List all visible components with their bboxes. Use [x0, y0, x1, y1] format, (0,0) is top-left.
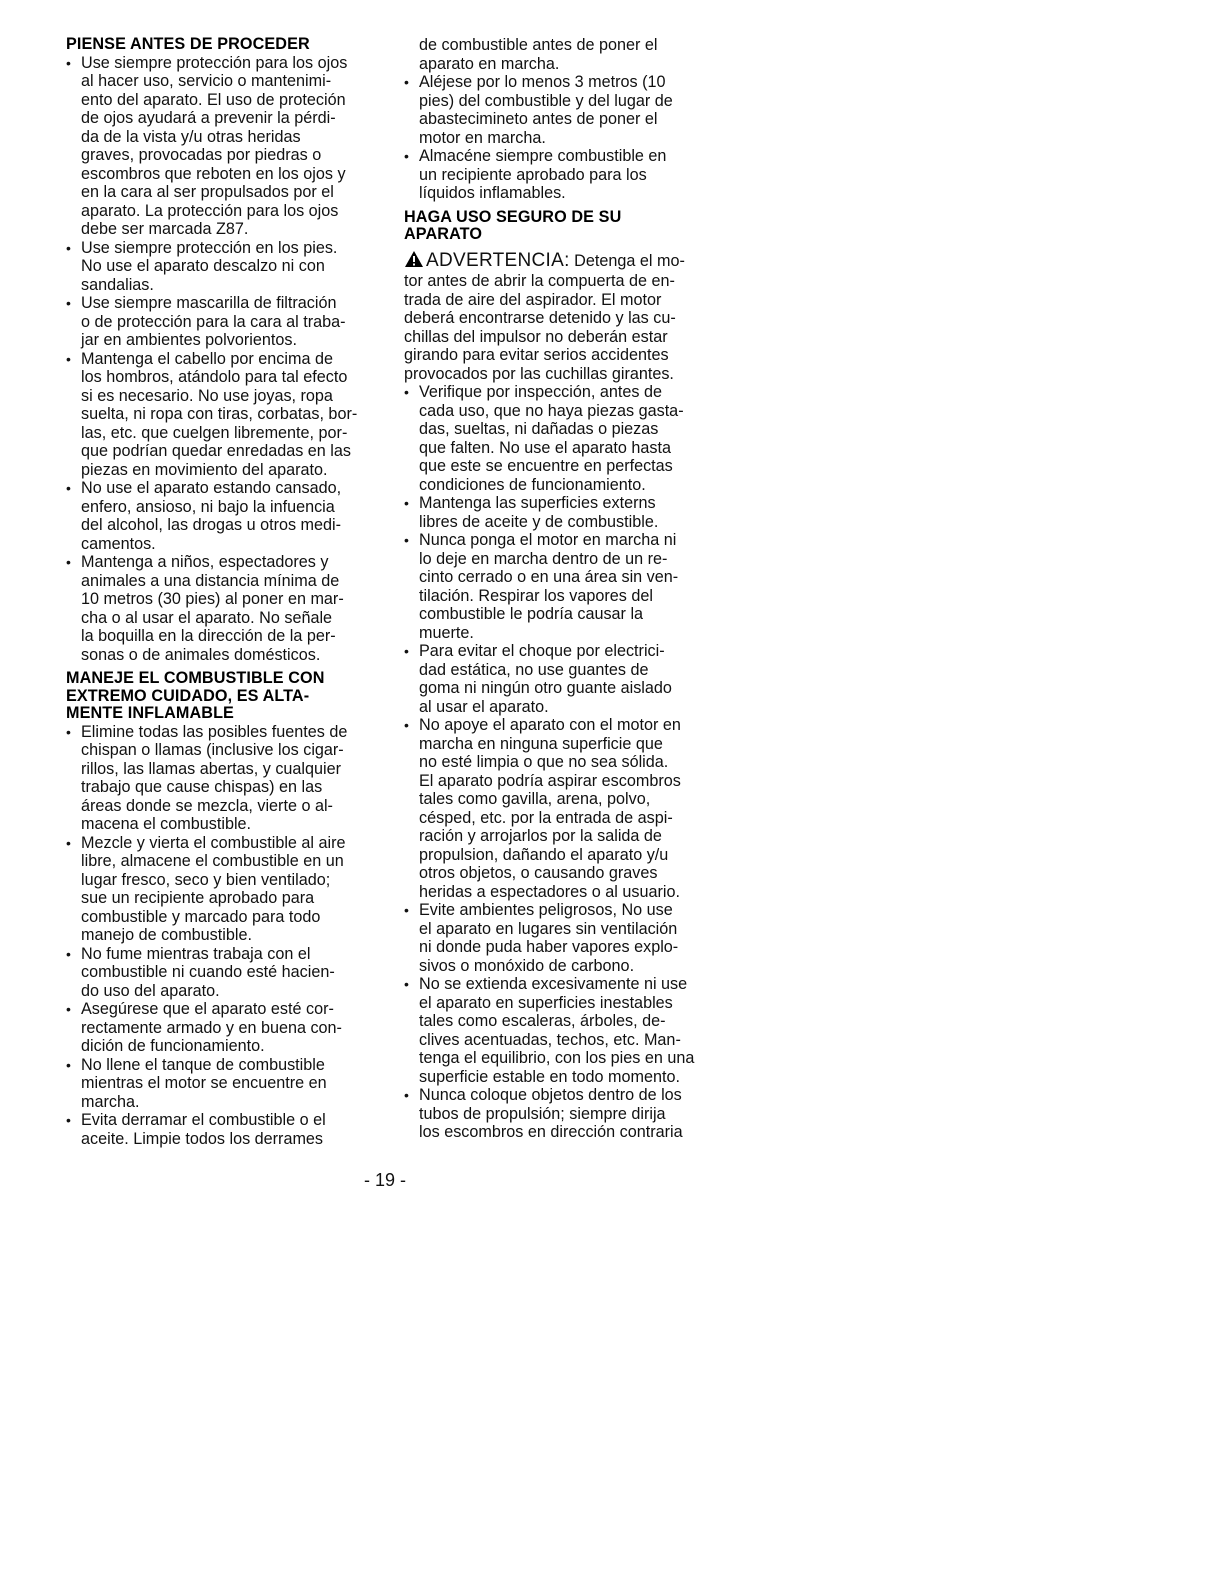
continuation-text: [404, 36, 722, 73]
text-line: enfero, ansioso, ni bajo la infuencia: [81, 497, 335, 516]
heading-line: HAGA USO SEGURO DE SU: [404, 207, 622, 226]
text-line: deberá encontrarse detenido y las cu-: [404, 309, 676, 327]
text-line: ni donde puda haber vapores explo-: [419, 938, 679, 956]
text-line: • Use siempre protección para los ojos: [81, 53, 348, 72]
bullet-item: [66, 350, 384, 480]
bullet-item: [404, 494, 722, 531]
bullet-item: [404, 901, 722, 975]
heading-line: MANEJE EL COMBUSTIBLE CON: [66, 669, 325, 687]
text-line: áreas donde se mezcla, vierte o al-: [81, 796, 333, 815]
text-line: condiciones de funcionamiento.: [419, 475, 646, 494]
bullet-item: [66, 553, 384, 664]
text-line: sivos o monóxido de carbono.: [419, 956, 635, 975]
text-line: sue un recipiente aprobado para: [81, 889, 315, 907]
bullet-item: [404, 147, 722, 203]
bullet-item: [66, 1056, 384, 1112]
list-maneje-cont: [404, 73, 722, 203]
text-line: da de la vista y/u otras heridas: [81, 127, 301, 146]
text-line: césped, etc. por la entrada de aspi-: [419, 808, 673, 827]
text-line: sandalias.: [81, 275, 154, 294]
text-line: en la cara al ser propulsados por el: [81, 183, 334, 201]
text-line: mientras el motor se encuentre en: [81, 1074, 327, 1092]
text-line: escombros que reboten en los ojos y: [81, 164, 346, 183]
text-line: • Para evitar el choque por electrici-: [419, 642, 665, 660]
text-line: 10 metros (30 pies) al poner en mar-: [81, 590, 344, 608]
text-line: graves, provocadas por piedras o: [81, 146, 322, 164]
text-line: propulsion, dañando el aparato y/u: [419, 845, 669, 864]
text-line: aceite. Limpie todos los derrames: [81, 1129, 324, 1148]
text-line: que este se encuentre en perfectas: [419, 457, 673, 475]
bullet-item: [66, 54, 384, 239]
text-line: de combustible antes de poner el: [419, 36, 658, 54]
bullet-item: [404, 975, 722, 1086]
bullet-item: [404, 383, 722, 494]
text-line: pies) del combustible y del lugar de: [419, 91, 673, 110]
text-line: aparato en marcha.: [419, 54, 560, 73]
left-column: [66, 36, 384, 1148]
text-line: • No apoye el aparato con el motor en: [419, 716, 681, 734]
text-line: no esté limpia o que no sea sólida.: [419, 753, 669, 771]
bullet-item: [404, 73, 722, 147]
heading-line: APARATO: [404, 225, 483, 243]
text-line: los hombros, atándolo para tal efecto: [81, 368, 348, 386]
bullet-item: [66, 945, 384, 1001]
text-line: abastecimineto antes de poner el: [419, 110, 658, 128]
text-line: manejo de combustible.: [81, 926, 252, 944]
bullet-item: [66, 834, 384, 945]
text-line: líquidos inflamables.: [419, 184, 566, 202]
text-line: macena el combustible.: [81, 815, 252, 833]
text-line: debe ser marcada Z87.: [81, 220, 249, 238]
text-line: • No llene el tanque de combustible: [81, 1055, 325, 1074]
text-line: tales como gavilla, arena, polvo,: [419, 790, 651, 808]
text-line: goma ni ningún otro guante aislado: [419, 679, 672, 697]
text-line: piezas en movimiento del aparato.: [81, 460, 328, 479]
text-line: • Use siempre protección en los pies.: [81, 238, 338, 257]
text-line: lo deje en marcha dentro de un re-: [419, 549, 668, 568]
bullet-item: [66, 1000, 384, 1056]
bullet-item: [404, 531, 722, 642]
text-line: las, etc. que cuelgen libremente, por-: [81, 423, 348, 442]
text-line: que falten. No use el aparato hasta: [419, 438, 671, 457]
bullet-item: [66, 723, 384, 834]
text-line: heridas a espectadores o al usuario.: [419, 882, 680, 901]
text-line: • Nunca coloque objetos dentro de los: [419, 1086, 682, 1104]
warning-lines: [404, 272, 722, 383]
text-line: que podrían quedar enredadas en las: [81, 442, 352, 460]
text-line: clives acentuadas, techos, etc. Man-: [419, 1030, 681, 1049]
warning-label: ADVERTENCIA:: [426, 249, 570, 271]
bullet-item: [66, 479, 384, 553]
text-line: girando para evitar serios accidentes: [404, 346, 669, 364]
text-line: el aparato en superficies inestables: [419, 993, 673, 1012]
heading-line: MENTE INFLAMABLE: [66, 704, 234, 722]
page-number: - 19 -: [364, 1170, 407, 1190]
text-line: • Use siempre mascarilla de filtración: [81, 294, 337, 312]
text-line: rillos, las llamas abertas, y cualquier: [81, 759, 342, 778]
text-line: No use el aparato descalzo ni con: [81, 257, 325, 275]
text-line: camentos.: [81, 534, 156, 553]
text-line: al usar el aparato.: [419, 697, 549, 716]
text-line: • Verifique por inspección, antes de: [419, 383, 662, 401]
bullet-item: [66, 1111, 384, 1148]
text-line: • Elimine todas las posibles fuentes de: [81, 722, 348, 741]
text-line: cada uso, que no haya piezas gasta-: [419, 401, 684, 420]
warning-block: [404, 250, 722, 384]
text-line: o de protección para la cara al traba-: [81, 312, 346, 331]
list-haga: [404, 383, 722, 1142]
text-line: trabajo que cause chispas) en las: [81, 778, 323, 796]
bullet-item: [66, 294, 384, 350]
text-line: sonas o de animales domésticos.: [81, 645, 321, 664]
text-line: lugar fresco, seco y bien ventilado;: [81, 870, 331, 889]
text-line: suelta, ni ropa con tiras, corbatas, bor-: [81, 405, 358, 423]
text-line: los escombros en dirección contraria: [419, 1123, 683, 1141]
heading-maneje: [66, 670, 384, 723]
text-line: ración y arrojarlos por la salida de: [419, 827, 662, 845]
text-line: do uso del aparato.: [81, 981, 220, 1000]
text-line: motor en marcha.: [419, 128, 546, 147]
warning-triangle-icon: [404, 250, 424, 273]
text-line: ento del aparato. El uso de proteción: [81, 90, 346, 109]
text-line: de ojos ayudará a prevenir la pérdi-: [81, 109, 336, 127]
text-line: cinto cerrado o en una área sin ven-: [419, 568, 679, 586]
text-line: el aparato en lugares sin ventilación: [419, 919, 678, 938]
text-line: tilación. Respirar los vapores del: [419, 586, 653, 605]
text-line: libre, almacene el combustible en un: [81, 852, 344, 870]
text-line: animales a una distancia mínima de: [81, 571, 340, 590]
text-line: tales como escaleras, árboles, de-: [419, 1012, 666, 1030]
text-line: • Mantenga el cabello por encima de: [81, 349, 333, 368]
text-line: jar en ambientes polvorientos.: [81, 331, 297, 349]
heading-haga: [404, 209, 722, 244]
text-line: la boquilla en la dirección de la per-: [81, 627, 336, 645]
list-piense: [66, 54, 384, 665]
text-line: chispan o llamas (inclusive los cigar-: [81, 741, 344, 759]
text-line: • Nunca ponga el motor en marcha ni: [419, 531, 677, 549]
bullet-item: [404, 1086, 722, 1142]
text-line: combustible ni cuando esté hacien-: [81, 963, 335, 981]
text-line: dición de funcionamiento.: [81, 1037, 265, 1055]
text-line: • Evita derramar el combustible o el: [81, 1111, 326, 1129]
heading-piense: PIENSE ANTES DE PROCEDER: [66, 35, 310, 53]
text-line: tubos de propulsión; siempre dirija: [419, 1104, 666, 1123]
right-column: [404, 36, 722, 1142]
heading-line: EXTREMO CUIDADO, ES ALTA-: [66, 686, 310, 705]
warning-text: Detenga el mo-: [574, 251, 685, 270]
text-line: del alcohol, las drogas u otros medi-: [81, 516, 342, 534]
bullet-item: [66, 239, 384, 295]
text-line: superficie estable en todo momento.: [419, 1067, 680, 1086]
text-line: muerte.: [419, 623, 474, 642]
text-line: dad estática, no use guantes de: [419, 660, 649, 679]
bullet-item: [404, 642, 722, 716]
text-line: marcha en ninguna superficie que: [419, 734, 663, 753]
text-line: si es necesario. No use joyas, ropa: [81, 386, 333, 405]
text-line: cha o al usar el aparato. No señale: [81, 608, 333, 627]
text-line: • Mezcle y vierta el combustible al aire: [81, 833, 346, 852]
text-line: • Mantenga las superficies externs: [419, 494, 656, 512]
text-line: • No fume mientras trabaja con el: [81, 944, 311, 963]
text-line: provocados por las cuchillas girantes.: [404, 364, 674, 383]
text-line: • Almacéne siempre combustible en: [419, 147, 667, 165]
warning-first-line: [404, 250, 722, 273]
text-line: trada de aire del aspirador. El motor: [404, 290, 662, 309]
text-line: un recipiente aprobado para los: [419, 165, 647, 184]
text-line: • Mantenga a niños, espectadores y: [81, 553, 329, 571]
text-line: libres de aceite y de combustible.: [419, 512, 659, 531]
text-line: chillas del impulsor no deberán estar: [404, 327, 668, 346]
text-line: otros objetos, o causando graves: [419, 864, 658, 882]
text-line: combustible y marcado para todo: [81, 907, 321, 926]
text-line: aparato. La protección para los ojos: [81, 201, 339, 220]
text-line: rectamente armado y en buena con-: [81, 1018, 342, 1037]
text-line: • Aléjese por lo menos 3 metros (10: [419, 73, 666, 91]
text-line: marcha.: [81, 1092, 140, 1111]
text-line: • Asegúrese que el aparato esté cor-: [81, 1000, 334, 1018]
text-line: al hacer uso, servicio o mantenimi-: [81, 72, 332, 90]
text-line: combustible le podría causar la: [419, 605, 644, 623]
text-line: • No se extienda excesivamente ni use: [419, 975, 688, 993]
text-line: • No use el aparato estando cansado,: [81, 479, 342, 497]
text-line: tor antes de abrir la compuerta de en-: [404, 272, 675, 290]
list-maneje: [66, 723, 384, 1149]
bullet-item: [404, 716, 722, 901]
text-line: das, sueltas, ni dañadas o piezas: [419, 420, 659, 438]
text-line: • Evite ambientes peligrosos, No use: [419, 901, 673, 919]
text-line: El aparato podría aspirar escombros: [419, 771, 681, 790]
text-line: tenga el equilibrio, con los pies en una: [419, 1049, 695, 1067]
